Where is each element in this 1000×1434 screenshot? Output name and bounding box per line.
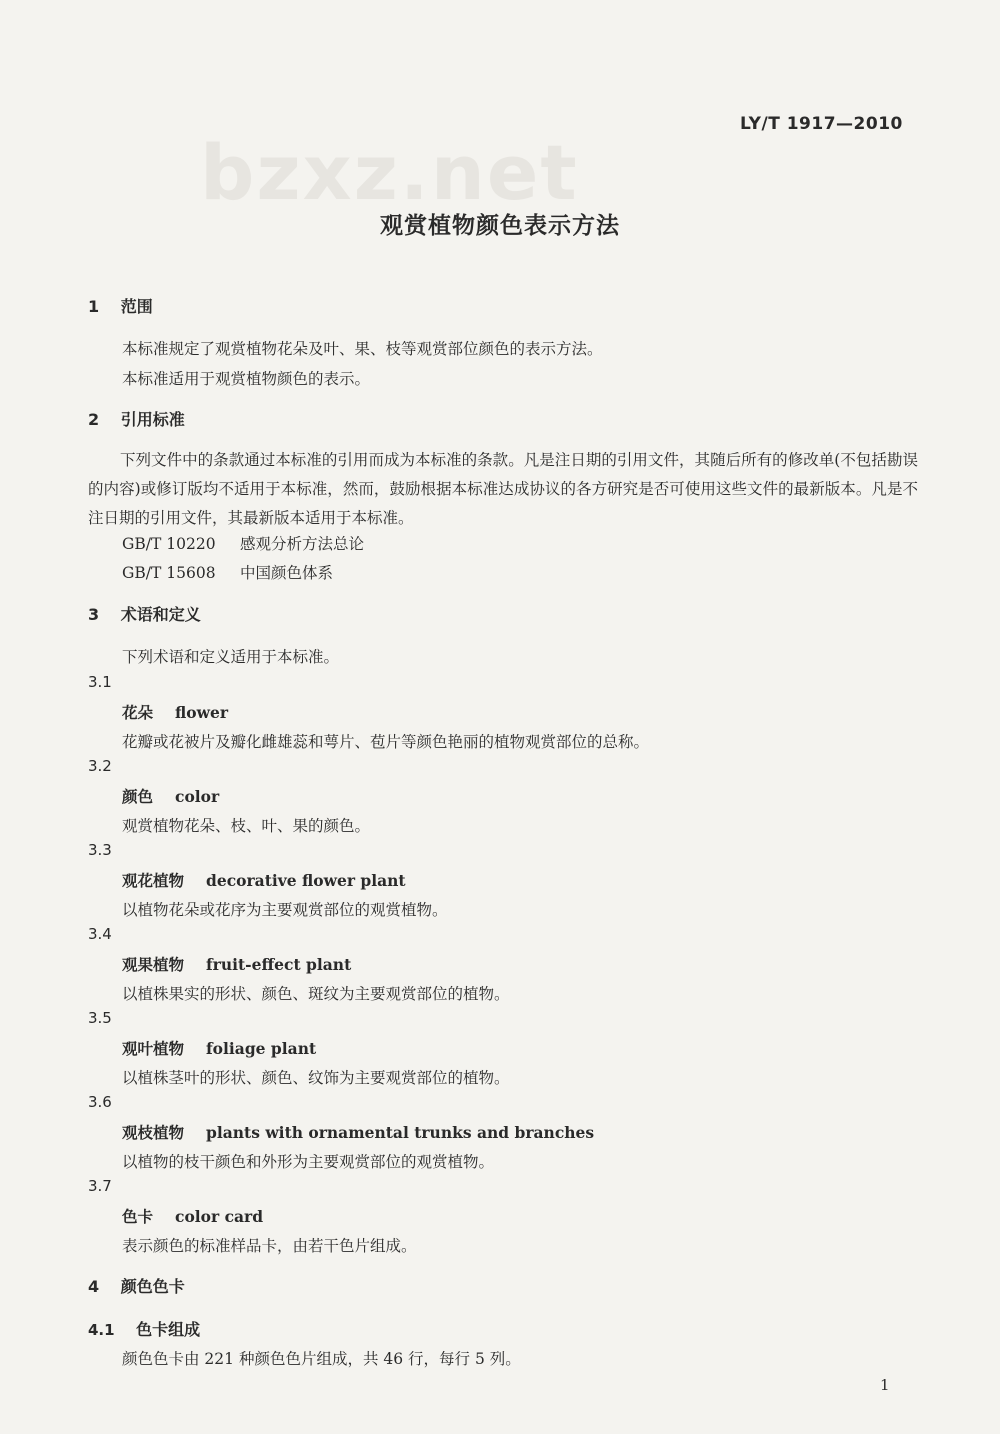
section-title: 引用标准 — [120, 410, 185, 429]
term-definition: 以植株果实的形状、颜色、斑纹为主要观赏部位的植物。 — [122, 985, 510, 1003]
term-definition: 花瓣或花被片及瓣化雌雄蕊和萼片、苞片等颜色艳丽的植物观赏部位的总称。 — [122, 733, 650, 751]
section-4-heading — [88, 1274, 185, 1297]
term-zh: 花朵 — [122, 704, 154, 722]
term-en: plants with ornamental trunks and branches — [206, 1123, 595, 1142]
term-zh: 观花植物 — [122, 872, 185, 890]
reference-code: GB/T 15608 — [122, 564, 216, 582]
reference-item — [122, 561, 333, 583]
term-en: decorative flower plant — [206, 871, 406, 890]
paragraph: 下列文件中的条款通过本标准的引用而成为本标准的条款。凡是注日期的引用文件，其随后所有的修改单(不包括勘误的内容)或修订版均不适用于本标准，然而，鼓励根据本标准达成协议的各方研究是否可使用这些文件的最新版本。凡是不注日期的引用文件，其最新版本适用于本标准。 — [88, 451, 918, 527]
reference-name: 中国颜色体系 — [240, 564, 334, 582]
term-en: color card — [175, 1207, 264, 1226]
subsection-number: 4.1 — [88, 1321, 115, 1339]
term-number: 3.1 — [88, 673, 112, 691]
section-number: 3 — [88, 605, 100, 624]
page-number: 1 — [880, 1376, 890, 1394]
term-definition: 以植物的枝干颜色和外形为主要观赏部位的观赏植物。 — [122, 1153, 495, 1171]
paragraph: 颜色色卡由 221 种颜色色片组成，共 46 行，每行 5 列。 — [122, 1350, 521, 1368]
section-number: 4 — [88, 1277, 100, 1296]
term-heading — [122, 869, 406, 891]
term-number: 3.2 — [88, 757, 112, 775]
term-zh: 观叶植物 — [122, 1040, 185, 1058]
term-zh: 观枝植物 — [122, 1124, 185, 1142]
term-heading — [122, 1121, 594, 1143]
term-en: color — [175, 787, 220, 806]
section-number: 1 — [88, 297, 100, 316]
subsection-heading — [88, 1317, 200, 1340]
section-1-heading — [88, 294, 153, 317]
watermark: bzxz.net — [200, 128, 579, 217]
term-definition: 以植株茎叶的形状、颜色、纹饰为主要观赏部位的植物。 — [122, 1069, 510, 1087]
term-heading — [122, 1037, 316, 1059]
subsection-title: 色卡组成 — [136, 1320, 201, 1339]
term-number: 3.5 — [88, 1009, 112, 1027]
section-3-heading — [88, 602, 201, 625]
reference-item — [122, 532, 364, 554]
section-title: 颜色色卡 — [120, 1277, 185, 1296]
term-heading — [122, 701, 228, 723]
term-definition: 观赏植物花朵、枝、叶、果的颜色。 — [122, 817, 371, 835]
section-number: 2 — [88, 410, 100, 429]
term-heading — [122, 1205, 263, 1227]
term-heading — [122, 953, 351, 975]
term-en: fruit-effect plant — [206, 955, 352, 974]
term-number: 3.3 — [88, 841, 112, 859]
paragraph: 本标准适用于观赏植物颜色的表示。 — [122, 370, 371, 388]
term-heading — [122, 785, 219, 807]
term-en: foliage plant — [206, 1039, 317, 1058]
term-en: flower — [175, 703, 228, 722]
term-zh: 色卡 — [122, 1208, 154, 1226]
section-title: 术语和定义 — [120, 605, 201, 624]
standard-code: LY/T 1917—2010 — [740, 114, 903, 134]
reference-code: GB/T 10220 — [122, 535, 216, 553]
term-definition: 以植物花朵或花序为主要观赏部位的观赏植物。 — [122, 901, 448, 919]
term-number: 3.7 — [88, 1177, 112, 1195]
section-title: 范围 — [120, 297, 153, 316]
term-zh: 颜色 — [122, 788, 154, 806]
paragraph: 本标准规定了观赏植物花朵及叶、果、枝等观赏部位颜色的表示方法。 — [122, 340, 603, 358]
term-number: 3.4 — [88, 925, 112, 943]
reference-name: 感观分析方法总论 — [240, 535, 365, 553]
section-2-heading — [88, 407, 185, 430]
term-number: 3.6 — [88, 1093, 112, 1111]
term-definition: 表示颜色的标准样品卡，由若干色片组成。 — [122, 1237, 417, 1255]
paragraph: 下列术语和定义适用于本标准。 — [122, 648, 340, 666]
term-zh: 观果植物 — [122, 956, 185, 974]
page-title: 观赏植物颜色表示方法 — [380, 213, 620, 239]
